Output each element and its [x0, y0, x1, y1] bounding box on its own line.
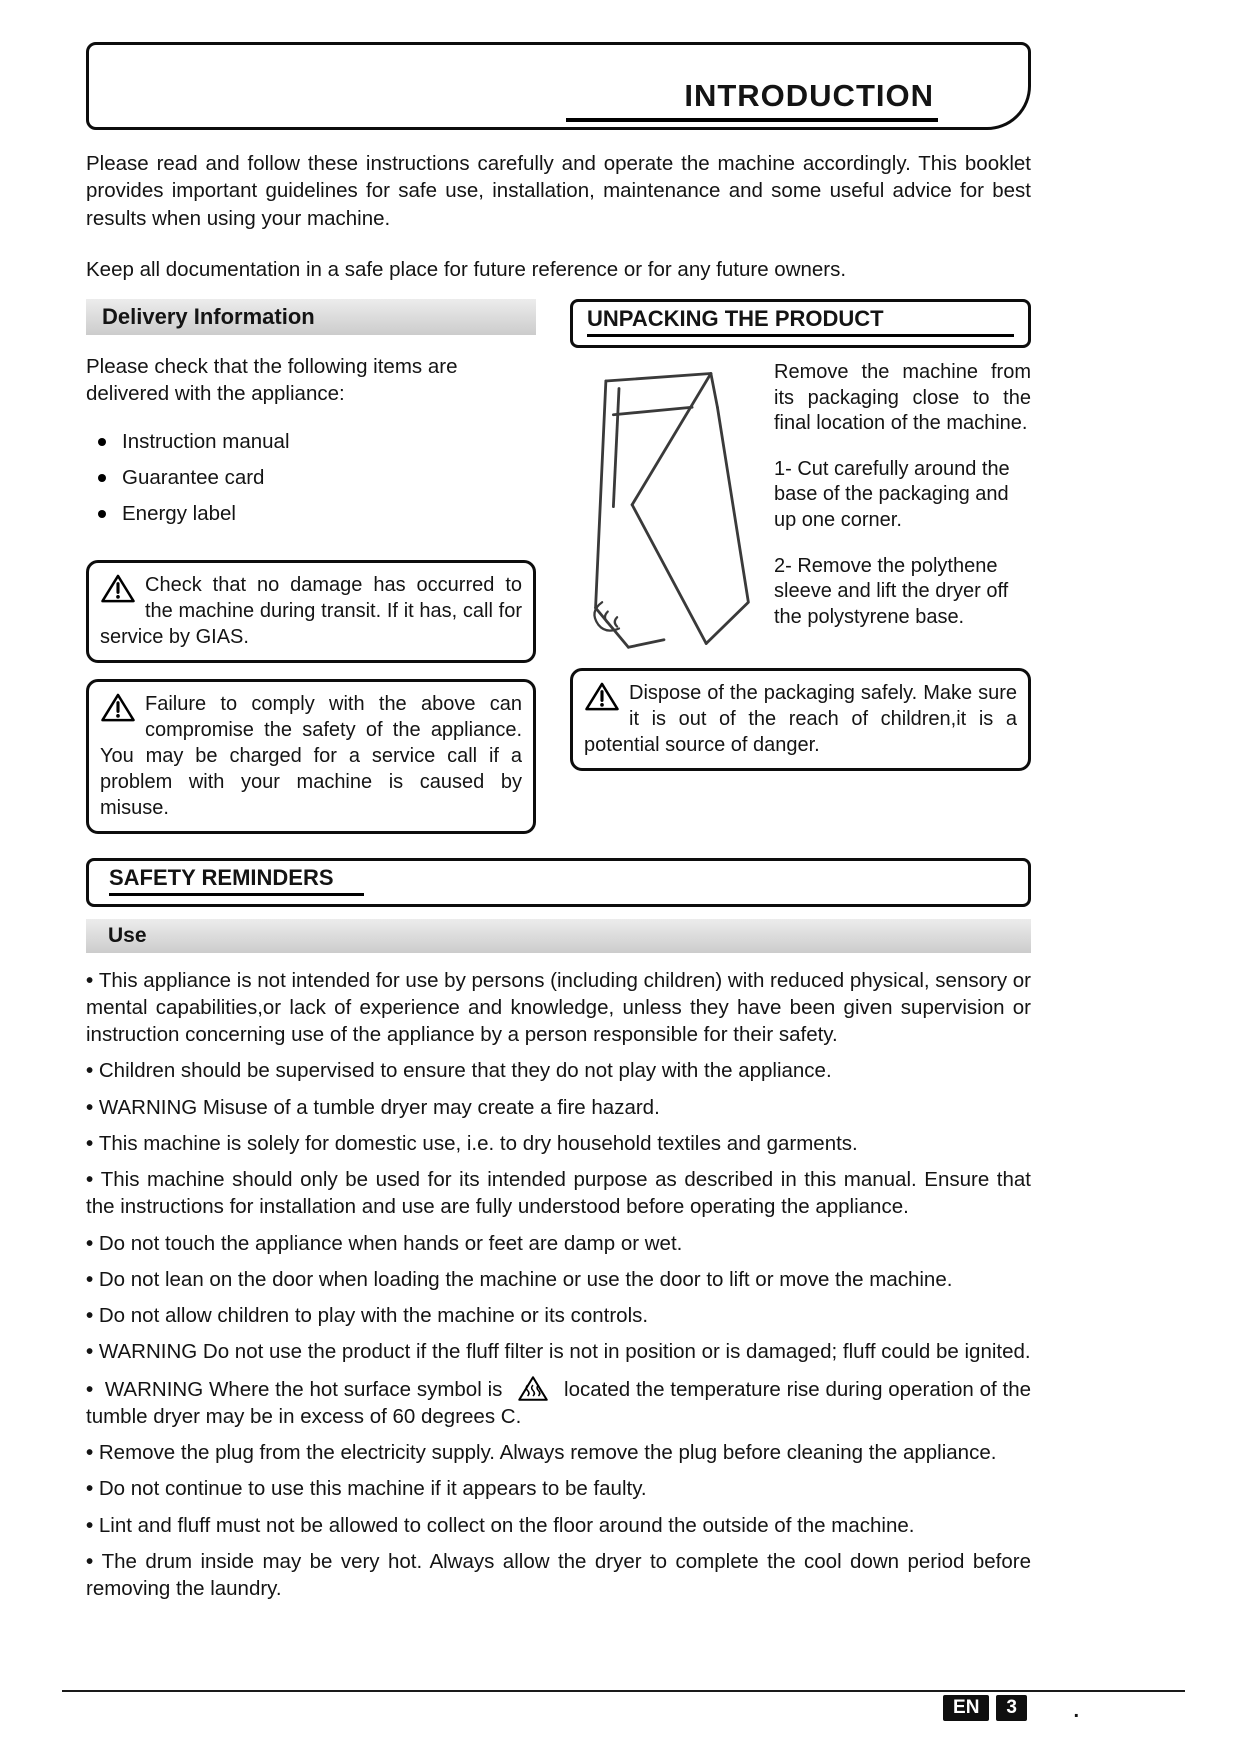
safety-item: • This machine should only be used for its intended purpose as described in this manual. Ensure that the instructions for installation and use are fully understood before operating the appliance.: [86, 1166, 1031, 1221]
footer-dot: .: [1073, 1700, 1079, 1722]
title-box: [86, 42, 1031, 130]
unpacking-step-1: 1- Cut carefully around the base of the packaging and up one corner.: [774, 457, 1010, 531]
unpacking-instructions: [774, 360, 1031, 666]
safety-reminders-header: [86, 858, 1031, 907]
safety-list: [86, 967, 1031, 1603]
unpacking-header: [570, 299, 1031, 348]
unpacking-figure-row: [570, 360, 1031, 666]
safety-item: • Do not continue to use this machine if it appears to be faulty.: [86, 1475, 1031, 1502]
unpacking-step-2: 2- Remove the polythene sleeve and lift the dryer off the polystyrene base.: [774, 554, 1009, 628]
unpacking-header-label: UNPACKING THE PRODUCT: [587, 306, 1014, 337]
use-subheader: Use: [86, 919, 1031, 953]
delivery-intro-text: Please check that the following items are delivered with the appliance:: [86, 355, 458, 406]
safety-item: • Remove the plug from the electricity supply. Always remove the plug before cleaning the appliance.: [86, 1439, 1031, 1466]
hot-surface-text-before: WARNING Where the hot surface symbol is: [104, 1377, 503, 1401]
delivery-items-list: [94, 430, 536, 526]
safety-item: • WARNING Misuse of a tumble dryer may create a fire hazard.: [86, 1094, 1031, 1121]
safety-item-hot-surface: [86, 1375, 1031, 1431]
safety-item: • Lint and fluff must not be allowed to collect on the floor around the outside of the machine.: [86, 1512, 1031, 1539]
warning-triangle-icon: [584, 681, 620, 712]
safety-item: • WARNING Do not use the product if the fluff filter is not in position or is damaged; fluff could be ignited.: [86, 1338, 1031, 1365]
language-badge: EN: [943, 1695, 989, 1721]
keep-documentation-paragraph: Keep all documentation in a safe place for future reference or for any future owners.: [86, 257, 847, 281]
warning-text: Dispose of the packaging safely. Make sure it is out of the reach of children,it is a potential source of danger.: [584, 682, 1017, 756]
unpacking-lead-text: Remove the machine from its packaging close to the final location of the machine.: [774, 361, 1031, 435]
safety-item: • Do not touch the appliance when hands or feet are damp or wet.: [86, 1230, 1031, 1257]
safety-item: • This machine is solely for domestic use, i.e. to dry household textiles and garments.: [86, 1130, 1031, 1157]
footer-badges: [943, 1695, 1027, 1721]
safety-item: • Do not allow children to play with the machine or its controls.: [86, 1302, 1031, 1329]
hot-surface-icon: [508, 1375, 558, 1402]
unpacking-column: [570, 299, 1031, 850]
page-footer: [62, 1690, 1185, 1740]
transit-damage-warning-box: [86, 560, 536, 663]
misuse-warning-box: [86, 679, 536, 834]
list-item: Energy label: [94, 502, 536, 526]
warning-text: Failure to comply with the above can compromise the safety of the appliance. You may be charged for a service call if a problem with your machine is caused by misuse.: [100, 692, 522, 819]
safety-item: • Children should be supervised to ensure that they do not play with the appliance.: [86, 1057, 1031, 1084]
warning-text: Check that no damage has occurred to the machine during transit. If it has, call for service by GIAS.: [100, 573, 522, 648]
intro-paragraph: Please read and follow these instructions carefully and operate the machine accordingly. This booklet provides important guidelines for safe use, installation, maintenance and some useful advice for best results when using your machine.: [86, 152, 1031, 230]
warning-triangle-icon: [100, 573, 136, 604]
packaging-illustration: [570, 360, 758, 666]
two-column-section: [86, 299, 1031, 850]
page-number-badge: 3: [996, 1695, 1027, 1721]
delivery-information-header: Delivery Information: [86, 299, 536, 335]
warning-triangle-icon: [100, 692, 136, 723]
packaging-disposal-warning-box: [570, 668, 1031, 771]
list-item: Guarantee card: [94, 466, 536, 490]
safety-reminders-header-label: SAFETY REMINDERS: [109, 865, 364, 896]
list-item: Instruction manual: [94, 430, 536, 454]
page-title: INTRODUCTION: [566, 78, 938, 122]
safety-item: • The drum inside may be very hot. Always allow the dryer to complete the cool down period before removing the laundry.: [86, 1548, 1031, 1603]
delivery-information-column: [86, 299, 536, 850]
safety-item: • Do not lean on the door when loading the machine or use the door to lift or move the machine.: [86, 1266, 1031, 1293]
safety-item: • This appliance is not intended for use by persons (including children) with reduced physical, sensory or mental capabilities,or lack of experience and knowledge, unless they have been given supervision or instruction concerning use of the appliance by a person responsible for their safety.: [86, 967, 1031, 1049]
hot-surface-text-after: located the temperature rise during operation of the tumble dryer may be in excess of 60 degrees C.: [86, 1377, 1031, 1428]
